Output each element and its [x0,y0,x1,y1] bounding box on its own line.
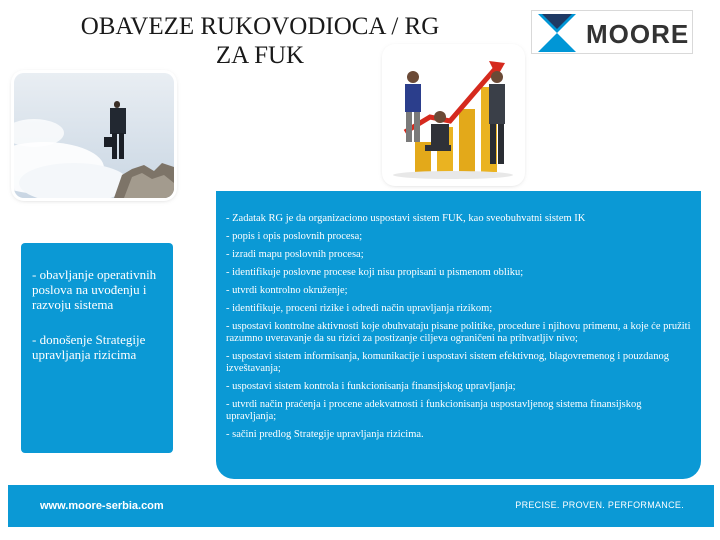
right-box-item: - utvrdi kontrolno okruženje; [226,285,348,296]
right-box-item: - Zadatak RG je da organizaciono uspostavi sistem FUK, kao sveobuhvatni sistem IK [226,213,586,224]
footer-bar [8,485,714,527]
slide-title-line-2: ZA FUK [215,42,305,69]
footer-website-link[interactable]: www.moore-serbia.com [40,500,164,512]
left-box-item: - obavljanje operativnih poslova na uvođenju i razvoju sistema [32,267,157,312]
footer-tagline: PRECISE. PROVEN. PERFORMANCE. [515,500,684,510]
right-box-item: - uspostavi kontrolne aktivnosti koje obuhvataju pisane politike, procedure i njihovu primenu, a koje će pružiti razumno uveravanje da su rizici za postizanje ciljeva ograničeni na prihvatljiv nivo; [226,321,691,344]
right-box-item: - identifikuje poslovne procese koji nisu propisani u pismenom obliku; [226,267,524,278]
slide-title-line-1: OBAVEZE RUKOVODIOCA / RG [80,13,440,40]
right-box-item: - sačini predlog Strategije upravljanja rizicima. [226,429,424,440]
operational-duties-box [21,243,173,453]
moore-logo-mark-icon [538,14,576,52]
right-box-item: - identifikuje, proceni rizike i odredi način upravljanja rizikom; [226,303,493,314]
right-box-item: - izradi mapu poslovnih procesa; [226,249,364,260]
right-box-item: - uspostavi sistem informisanja, komunikacije i uspostavi sistem efektivnog, blagovremenog i pouzdanog izveštavanja; [226,351,669,374]
business-growth-photo [385,47,522,183]
moore-logo [531,10,693,54]
mountain-cliff-photo [14,73,174,198]
left-box-item: - donošenje Strategije upravljanja rizicima [32,332,146,362]
management-duties-box [216,191,701,479]
right-box-item: - uspostavi sistem kontrola i funkcionisanja finansijskog upravljanja; [226,381,516,392]
right-box-item: - popis i opis poslovnih procesa; [226,231,363,242]
right-box-item: - utvrdi način praćenja i procene adekvatnosti i funkcionisanja uspostavljenog sistema finansijskog upravljanja; [226,399,642,422]
moore-logo-wordmark: MOORE [586,19,690,49]
